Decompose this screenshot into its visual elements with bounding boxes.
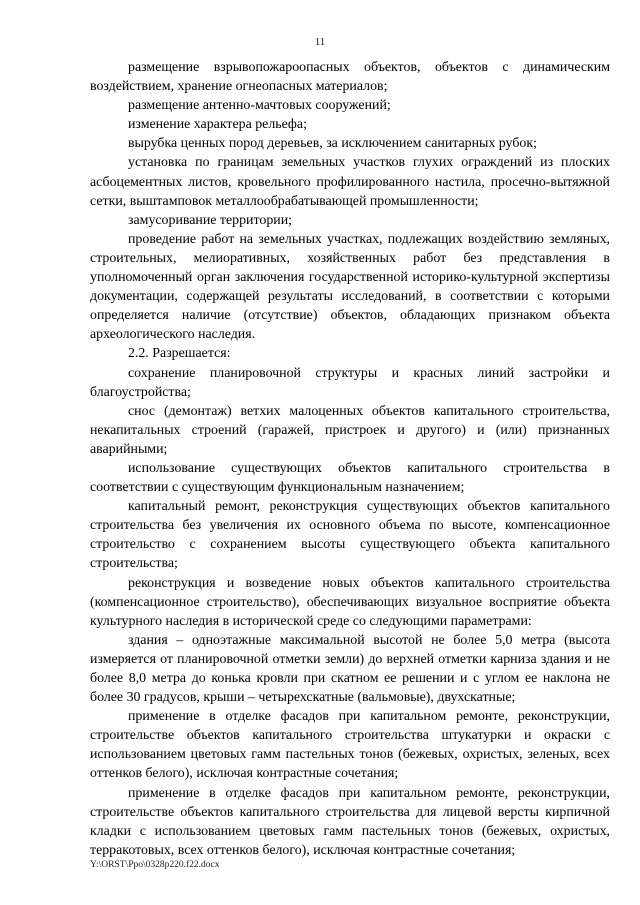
paragraph: изменение характера рельефа; [128, 117, 307, 133]
paragraph: здания – одноэтажные максимальной высотой не более 5,0 метра (высота измеряется от планировочной отметки земли) до верхней отметки карниза здания и не более 8,0 метра до конька кровли при скатном ее решении и с углом ее наклона не более 30 градусов, крыши – четырехскатные (вальмовые), двухскатные; [90, 632, 610, 706]
paragraph: размещение антенно-мачтовых сооружений; [128, 98, 391, 114]
paragraph: снос (демонтаж) ветхих малоценных объектов капитального строительства, некапитальных строений (гаражей, пристроек и другого) и (или) признанных аварийными; [90, 403, 610, 457]
paragraph: замусоривание территории; [128, 212, 292, 228]
paragraph: сохранение планировочной структуры и красных линий застройки и благоустройства; [90, 365, 610, 400]
paragraph: проведение работ на земельных участках, подлежащих воздействию земляных, строительных, мелиоративных, хозяйственных работ без представления в уполномоченный орган заключения государственной историко-культурной экспертизы документации, содержащей результаты исследований, в соответствии с которыми определяется наличие (отсутствие) объектов, обладающих признаком объекта археологического наследия. [90, 231, 610, 343]
footer-file-path: Y:\ORST\Ppo\0328p220.f22.docx [90, 860, 220, 870]
paragraph: размещение взрывопожароопасных объектов, объектов с динамическим воздействием, хранение огнеопасных материалов; [90, 60, 610, 95]
paragraph: капитальный ремонт, реконструкция существующих объектов капитального строительства без увеличения их основного объема по высоте, компенсационное строительство с сохранением высоты существующего объекта капитального строительства; [90, 499, 610, 572]
page-number: 11 [314, 36, 326, 48]
paragraph: применение в отделке фасадов при капитальном ремонте, реконструкции, строительстве объектов капитального строительства для лицевой версты кирпичной кладки с использованием цветовых гамм пастельных тонов (бежевых, охристых, терракотовых, всех оттенков белого), исключая контрастные сочетания; [90, 785, 610, 858]
document-body [90, 58, 610, 860]
paragraph: вырубка ценных пород деревьев, за исключением санитарных рубок; [128, 136, 537, 152]
section-heading: 2.2. Разрешается: [128, 346, 231, 362]
paragraph: установка по границам земельных участков глухих ограждений из плоских асбоцементных листов, кровельного профилированного настила, просечно-вытяжной сетки, выштамповок металлообрабатывающей промышленности; [90, 155, 610, 209]
paragraph: реконструкция и возведение новых объектов капитального строительства (компенсационное строительство), обеспечивающих визуальное восприятие объекта культурного наследия в исторической среде со следующими параметрами: [90, 575, 610, 629]
paragraph: применение в отделке фасадов при капитальном ремонте, реконструкции, строительстве объектов капитального строительства штукатурки и окраски с использованием цветовых гамм пастельных тонов (бежевых, охристых, зеленых, всех оттенков белого), исключая контрастные сочетания; [90, 709, 610, 782]
paragraph: использование существующих объектов капитального строительства в соответствии с существующим функциональным назначением; [90, 460, 610, 496]
